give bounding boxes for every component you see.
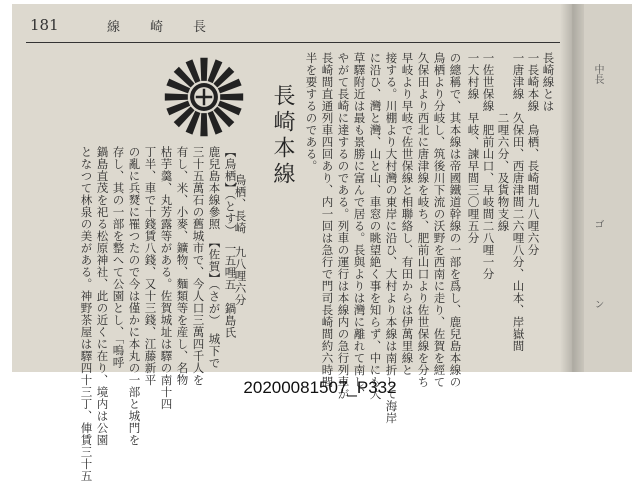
text-column: 丁半、車で十錢賃八錢、又十三錢、江藤新平 [143, 146, 158, 386]
text-column: 二哩六分、及貨物支線 [496, 52, 511, 232]
text-column: 一佐世保線 肥前山口、早岐間二八哩一分 [481, 52, 496, 280]
facing-page-text: ン [592, 299, 603, 309]
image-caption: 20200081507_P332 [243, 378, 397, 397]
text-column: 一唐津線 久保田、西唐津間二六哩八分、山本、岸嶽間 [511, 52, 526, 352]
section-title: 長崎本線 [270, 84, 295, 188]
text-column: 枯芋羹、丸芳露等がある。佐賀城址は驛の南十四 [159, 146, 174, 410]
text-column: 三十五萬石の舊城市で、今人口三萬四千人を [191, 146, 206, 386]
text-column: となつて林泉の美がある。神野茶屋は驛四十三丁、俥賃三十五 [79, 146, 94, 482]
facing-page-text: 中長 [592, 64, 603, 84]
text-column: 半を要するのである。 [304, 52, 319, 172]
text-column: 草驛附近は最も景勝に富んで居る。長與よりは灣に離れて南し、 [352, 52, 367, 400]
text-column: 接する。川棚より大村灣の東岸に沿ひ、大村より本線は南折して海岸 [384, 52, 399, 424]
header-rule [26, 42, 560, 43]
book-spine [560, 4, 584, 372]
text-column: 鳥栖より分岐し、筑後川下流の沃野を西南に走り、佐賀を經て [432, 52, 447, 388]
text-column: 一大村線 早岐、諫早間三〇哩五分 [466, 52, 481, 244]
text-column: の總稱で、其本線は帝國鐵道幹線の一部を爲し、鹿兒島本線の [448, 52, 463, 388]
text-column: 鹿兒島本線參照 【佐賀】（さが） 城下で [207, 146, 222, 369]
text-column: 一長崎本線 鳥栖、長崎間九八哩六分 [526, 52, 541, 256]
text-column: 【鳥栖】（とす） 一五哩五 鍋島氏 [223, 146, 238, 339]
text-column: 長崎間直通列車四回あり、内一回は急行で門司長崎間約六時間 [320, 52, 335, 388]
text-column: やがて長崎に達するのである。列車の運行は本線内の急行列車が [336, 52, 351, 400]
text-column: の亂に兵燹に罹つたので今は僅かに本丸の一部と城門を [127, 146, 142, 446]
text-column: 早岐より早岐で佐世保線と相聯絡し、有田からは伊萬里線と [400, 52, 415, 376]
text-column: 久保田より西北に唐津線を岐ち、肥前山口より佐世保線を分ち [416, 52, 431, 388]
text-column: 鍋島直茂を祀る松原神社、此の近くに在り、境内は公園 [95, 146, 110, 446]
text-column: に沿ひ、灣と灣、山と山、車窓の眺望絶く事を知らず、中にも大 [368, 52, 383, 400]
route-heading: 鳥栖、長崎 九八哩六分 [233, 174, 248, 306]
page-header [12, 4, 572, 44]
text-column: 長崎線とは [541, 52, 556, 112]
page-number: 181 [30, 16, 59, 34]
facing-page-text: ゴ [592, 219, 603, 229]
railway-emblem-icon [163, 56, 245, 138]
running-title: 線崎長 [107, 20, 237, 35]
text-column: 存し、其の一部を整へて公園とし、「嗚呼 [111, 146, 126, 369]
text-column: 有し、米、小麥、鑛物、麵類等を産し、名物 [175, 146, 190, 386]
